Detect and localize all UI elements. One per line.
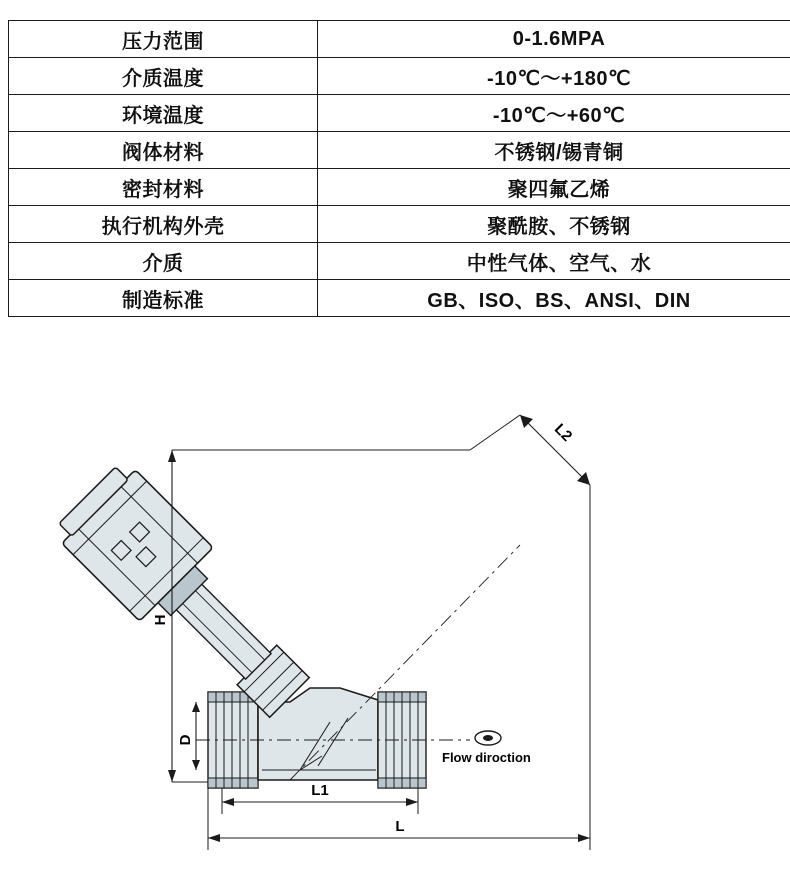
valve-dimension-drawing (0, 370, 790, 882)
spec-table (8, 20, 790, 317)
H-arrow-top (168, 450, 176, 462)
dimension-L2 (470, 415, 590, 485)
dimension-label-L: L (395, 818, 405, 835)
H-arrow-bottom (168, 770, 176, 782)
actuator-assembly (50, 458, 326, 734)
spec-label: 压力范围 (9, 21, 318, 58)
table-row (9, 169, 790, 206)
L2-dim-line (520, 415, 590, 485)
flow-direction-dot-icon (483, 735, 493, 741)
L1-arrow-right (406, 798, 418, 806)
spec-value: -10℃～+180℃ (318, 58, 790, 95)
drawing-svg (0, 370, 790, 882)
table-row (9, 280, 790, 317)
table-row (9, 21, 790, 58)
spec-label: 介质 (9, 243, 318, 280)
table-row (9, 58, 790, 95)
D-arrow-bottom (192, 760, 200, 770)
spec-label: 执行机构外壳 (9, 206, 318, 243)
spec-value: GB、ISO、BS、ANSI、DIN (318, 280, 790, 317)
table-row (9, 243, 790, 280)
spec-value: 聚酰胺、不锈钢 (318, 206, 790, 243)
spec-value: 中性气体、空气、水 (318, 243, 790, 280)
L2-extension (470, 415, 520, 450)
valve-body-group (208, 688, 426, 788)
spec-value: 聚四氟乙烯 (318, 169, 790, 206)
spec-label: 阀体材料 (9, 132, 318, 169)
dimension-D (177, 702, 200, 770)
dimension-label-D: D (177, 734, 194, 746)
L1-arrow-left (222, 798, 234, 806)
dimension-label-H: H (152, 614, 169, 626)
flow-direction-label: Flow diroction (442, 750, 531, 765)
table-row (9, 206, 790, 243)
L-arrow-right (578, 834, 590, 842)
table-row (9, 132, 790, 169)
spec-label: 介质温度 (9, 58, 318, 95)
spec-value: 不锈钢/锡青铜 (318, 132, 790, 169)
table-row (9, 95, 790, 132)
flow-direction-marker (442, 731, 531, 765)
spec-table-body (9, 21, 790, 317)
spec-label: 密封材料 (9, 169, 318, 206)
dimension-label-L1: L1 (311, 782, 329, 799)
D-arrow-top (192, 702, 200, 712)
dimension-label-L2: L2 (550, 420, 576, 446)
spec-label: 环境温度 (9, 95, 318, 132)
specification-table (8, 20, 782, 317)
spec-label: 制造标准 (9, 280, 318, 317)
L-arrow-left (208, 834, 220, 842)
spec-value: -10℃～+60℃ (318, 95, 790, 132)
spec-value: 0-1.6MPA (318, 21, 790, 58)
